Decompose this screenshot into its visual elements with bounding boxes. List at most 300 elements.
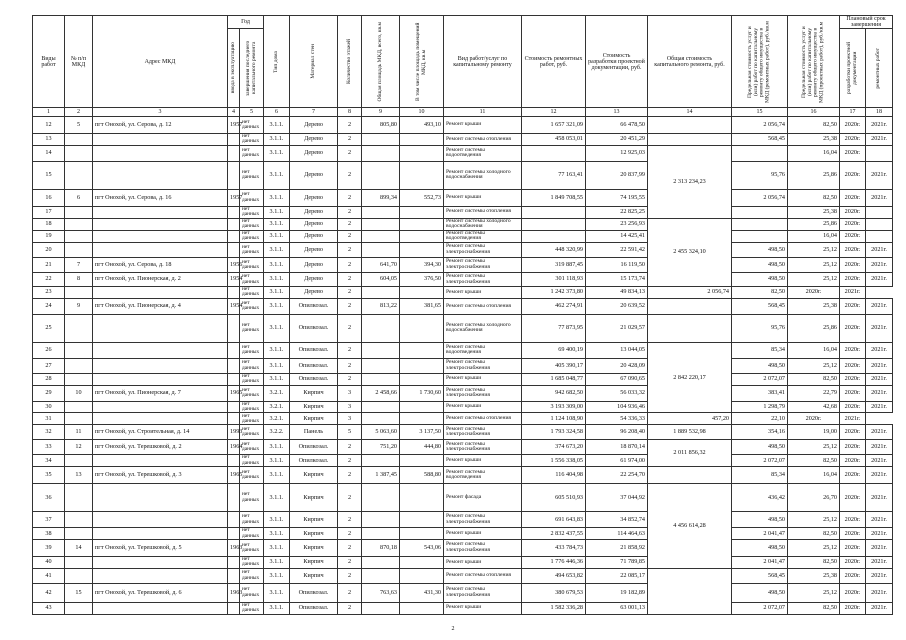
cell-mkd-number (65, 134, 93, 146)
cell-wall-material: Дерево (290, 218, 338, 230)
cell-limit-design-cost: 25,86 (788, 161, 840, 189)
cell-mkd-number (65, 206, 93, 218)
cell-work-kind: Ремонт крыши (444, 287, 522, 299)
cell-house-type: 3.1.1. (264, 287, 290, 299)
cell-repair-cost: 494 653,82 (522, 568, 586, 583)
cell-row-number: 35 (33, 467, 65, 484)
cell-row-number: 14 (33, 145, 65, 161)
cell-total-cost: 2 455 324,10 (648, 218, 732, 286)
cell-commission-year: 1965 (228, 467, 240, 484)
cell-wall-material: Кирпич (290, 540, 338, 557)
cell-row-number: 15 (33, 161, 65, 189)
cell-floors: 2 (338, 230, 362, 242)
table-row (33, 455, 893, 467)
cell-limit-design-cost: 25,12 (788, 273, 840, 287)
cell-house-type: 3.2.1. (264, 401, 290, 413)
cell-total-area (362, 413, 400, 425)
cell-row-number: 41 (33, 568, 65, 583)
cell-limit-design-cost: 82,50 (788, 189, 840, 206)
cell-limit-design-cost: 16,04 (788, 342, 840, 358)
cell-work-kind: Ремонт системы водоотведения (444, 467, 522, 484)
table-row (33, 540, 893, 557)
cell-work-kind: Ремонт системы водоотведения (444, 342, 522, 358)
cell-total-area (362, 455, 400, 467)
cell-repair-term: 2021г. (866, 602, 893, 614)
cell-mkd-number (65, 602, 93, 614)
cell-row-number: 43 (33, 602, 65, 614)
cell-total-area: 870,18 (362, 540, 400, 557)
cell-design-term: 2020г. (840, 298, 866, 314)
cell-house-type: 3.2.1. (264, 413, 290, 425)
cell-limit-repair-cost: 2 041,47 (732, 557, 788, 569)
cell-limit-repair-cost: 568,45 (732, 568, 788, 583)
cell-mkd-number (65, 287, 93, 299)
cell-mkd-number: 5 (65, 117, 93, 134)
cell-mkd-number (65, 557, 93, 569)
cell-design-term: 2020г. (840, 243, 866, 258)
header-house-type: Тип дома (264, 16, 290, 108)
cell-mkd-number: 14 (65, 540, 93, 557)
cell-floors: 2 (338, 117, 362, 134)
cell-total-area (362, 568, 400, 583)
cell-wall-material: Кирпич (290, 385, 338, 401)
cell-repair-term: 2021г. (866, 134, 893, 146)
cell-limit-design-cost: 25,12 (788, 243, 840, 258)
column-number: 10 (400, 108, 444, 117)
cell-work-kind: Ремонт крыши (444, 455, 522, 467)
cell-design-cost: 23 256,93 (586, 218, 648, 230)
cell-last-repair-year: нет данных (240, 512, 264, 528)
cell-address (93, 455, 228, 467)
column-number: 15 (732, 108, 788, 117)
cell-floors: 2 (338, 583, 362, 602)
cell-design-cost: 22 085,17 (586, 568, 648, 583)
cell-premises-area: 3 137,50 (400, 425, 444, 440)
cell-row-number: 25 (33, 314, 65, 342)
cell-repair-term: 2021г. (840, 413, 866, 425)
cell-floors: 2 (338, 243, 362, 258)
cell-wall-material: Опилкозал. (290, 342, 338, 358)
column-number: 3 (93, 108, 228, 117)
cell-commission-year: 1957 (228, 189, 240, 206)
table-row (33, 314, 893, 342)
cell-repair-term: 2021г. (866, 467, 893, 484)
cell-row-number: 19 (33, 230, 65, 242)
cell-commission-year (228, 134, 240, 146)
cell-repair-term: 2021г. (866, 314, 893, 342)
column-number: 6 (264, 108, 290, 117)
cell-repair-cost: 1 124 108,90 (522, 413, 586, 425)
cell-design-term: 2020г. (840, 425, 866, 440)
column-number: 16 (788, 108, 840, 117)
cell-premises-area: 493,10 (400, 117, 444, 134)
table-row (33, 298, 893, 314)
cell-last-repair-year: нет данных (240, 134, 264, 146)
cell-premises-area: 431,30 (400, 583, 444, 602)
cell-commission-year (228, 512, 240, 528)
cell-repair-cost: 942 682,50 (522, 385, 586, 401)
cell-total-area (362, 401, 400, 413)
cell-last-repair-year: нет данных (240, 602, 264, 614)
cell-address: пгт Онохой, ул. Серова, д. 16 (93, 189, 228, 206)
cell-wall-material: Опилкозал. (290, 298, 338, 314)
cell-mkd-number (65, 455, 93, 467)
cell-repair-term: 2021г. (866, 455, 893, 467)
cell-premises-area (400, 401, 444, 413)
cell-floors: 2 (338, 258, 362, 273)
cell-address (93, 134, 228, 146)
cell-design-cost: 21 858,92 (586, 540, 648, 557)
cell-design-cost: 96 208,40 (586, 425, 648, 440)
cell-repair-cost: 116 404,98 (522, 467, 586, 484)
cell-limit-design-cost: 16,04 (788, 467, 840, 484)
cell-repair-cost: 2 832 437,55 (522, 528, 586, 540)
cell-design-term: 2020г. (788, 287, 840, 299)
cell-design-term: 2020г. (840, 273, 866, 287)
cell-row-number: 18 (33, 218, 65, 230)
cell-limit-design-cost: 16,04 (788, 230, 840, 242)
cell-commission-year (228, 145, 240, 161)
cell-repair-term: 2021г. (866, 189, 893, 206)
cell-premises-area (400, 484, 444, 512)
cell-repair-cost: 433 784,73 (522, 540, 586, 557)
cell-house-type: 3.1.1. (264, 273, 290, 287)
cell-row-number: 20 (33, 243, 65, 258)
cell-commission-year (228, 230, 240, 242)
cell-house-type: 3.1.1. (264, 512, 290, 528)
cell-total-area: 604,05 (362, 273, 400, 287)
cell-row-number: 13 (33, 134, 65, 146)
cell-commission-year: 1963 (228, 540, 240, 557)
cell-house-type: 3.1.1. (264, 540, 290, 557)
cell-design-term: 2020г. (840, 134, 866, 146)
column-number: 9 (362, 108, 400, 117)
cell-address (93, 206, 228, 218)
cell-work-kind: Ремонт крыши (444, 401, 522, 413)
cell-limit-design-cost: 25,38 (788, 206, 840, 218)
cell-house-type: 3.2.2. (264, 425, 290, 440)
cell-address: пгт Онохой, ул. Серова, д. 18 (93, 258, 228, 273)
table-row (33, 385, 893, 401)
cell-floors: 2 (338, 557, 362, 569)
cell-row-number: 30 (33, 401, 65, 413)
cell-mkd-number: 11 (65, 425, 93, 440)
header-repair-term: ремонтных работ (866, 29, 893, 108)
cell-total-cost (648, 117, 732, 134)
cell-design-cost: 22 591,42 (586, 243, 648, 258)
cell-limit-design-cost: 82,50 (732, 287, 788, 299)
cell-commission-year (228, 401, 240, 413)
cell-limit-design-cost: 25,86 (788, 314, 840, 342)
cell-mkd-number: 6 (65, 189, 93, 206)
cell-design-cost: 37 044,92 (586, 484, 648, 512)
cell-design-cost: 54 336,33 (586, 413, 648, 425)
cell-limit-design-cost: 22,79 (788, 385, 840, 401)
cell-premises-area (400, 243, 444, 258)
cell-repair-cost: 319 887,45 (522, 258, 586, 273)
cell-premises-area (400, 206, 444, 218)
cell-commission-year (228, 602, 240, 614)
cell-mkd-number: 7 (65, 258, 93, 273)
cell-repair-cost: 458 053,01 (522, 134, 586, 146)
cell-design-cost: 20 639,52 (586, 298, 648, 314)
cell-design-term: 2020г. (840, 512, 866, 528)
cell-mkd-number (65, 314, 93, 342)
cell-premises-area: 1 730,60 (400, 385, 444, 401)
cell-design-cost: 63 001,13 (586, 602, 648, 614)
cell-house-type: 3.1.1. (264, 134, 290, 146)
cell-last-repair-year: нет данных (240, 298, 264, 314)
cell-wall-material: Кирпич (290, 557, 338, 569)
cell-design-cost: 12 925,03 (586, 145, 648, 161)
cell-premises-area: 394,30 (400, 258, 444, 273)
cell-premises-area (400, 314, 444, 342)
cell-mkd-number (65, 243, 93, 258)
cell-wall-material: Опилкозал. (290, 602, 338, 614)
cell-house-type: 3.2.1. (264, 385, 290, 401)
cell-commission-year: 1963 (228, 583, 240, 602)
cell-row-number: 39 (33, 540, 65, 557)
cell-wall-material: Дерево (290, 117, 338, 134)
cell-limit-repair-cost: 568,45 (732, 298, 788, 314)
cell-premises-area: 543,06 (400, 540, 444, 557)
table-row (33, 401, 893, 413)
cell-address (93, 358, 228, 373)
cell-limit-design-cost: 25,86 (788, 218, 840, 230)
cell-address (93, 230, 228, 242)
cell-repair-cost: 405 390,17 (522, 358, 586, 373)
cell-limit-design-cost: 25,12 (788, 440, 840, 455)
cell-commission-year (228, 218, 240, 230)
cell-wall-material: Кирпич (290, 568, 338, 583)
cell-last-repair-year: нет данных (240, 161, 264, 189)
cell-total-area (362, 218, 400, 230)
cell-commission-year (228, 413, 240, 425)
cell-design-term: 2020г. (840, 189, 866, 206)
cell-total-area: 763,63 (362, 583, 400, 602)
cell-row-number: 32 (33, 425, 65, 440)
cell-design-term: 2020г. (840, 455, 866, 467)
column-number: 12 (522, 108, 586, 117)
cell-wall-material: Кирпич (290, 413, 338, 425)
cell-commission-year: 1964 (228, 440, 240, 455)
cell-address (93, 314, 228, 342)
cell-design-cost: 20 837,99 (586, 161, 648, 189)
cell-repair-term: 2021г. (866, 528, 893, 540)
cell-limit-repair-cost: 498,50 (732, 273, 788, 287)
cell-last-repair-year: нет данных (240, 413, 264, 425)
cell-house-type: 3.1.1. (264, 528, 290, 540)
cell-commission-year (228, 243, 240, 258)
cell-house-type: 3.1.1. (264, 568, 290, 583)
header-limit-design-cost: Предельная стоимость услуг и (или) работ по капитальному ремонту общего имущества в МКД (проектных работ), руб./кв.м (788, 16, 840, 108)
table-row (33, 358, 893, 373)
cell-repair-term: 2021г. (866, 117, 893, 134)
cell-total-area (362, 230, 400, 242)
cell-limit-repair-cost: 457,20 (648, 413, 732, 425)
cell-floors: 2 (338, 161, 362, 189)
header-design-term: разработки проектной документации (840, 29, 866, 108)
cell-last-repair-year: нет данных (240, 117, 264, 134)
cell-total-cost (648, 314, 732, 342)
cell-commission-year (228, 484, 240, 512)
cell-floors: 2 (338, 314, 362, 342)
cell-design-cost: 71 789,85 (586, 557, 648, 569)
cell-total-area (362, 342, 400, 358)
cell-total-area: 2 458,66 (362, 385, 400, 401)
cell-total-cost (648, 134, 732, 146)
cell-total-area (362, 358, 400, 373)
cell-work-kind: Ремонт крыши (444, 189, 522, 206)
cell-wall-material: Дерево (290, 134, 338, 146)
cell-last-repair-year: нет данных (240, 358, 264, 373)
cell-last-repair-year: нет данных (240, 342, 264, 358)
cell-total-area (362, 373, 400, 385)
header-row-top (33, 16, 893, 29)
cell-total-area (362, 243, 400, 258)
table-row (33, 145, 893, 161)
register-sheet (32, 15, 887, 620)
cell-limit-repair-cost: 2 072,07 (732, 455, 788, 467)
cell-premises-area (400, 358, 444, 373)
page-number: 2 (451, 626, 455, 632)
cell-repair-term (866, 206, 893, 218)
cell-repair-cost: 374 673,20 (522, 440, 586, 455)
cell-work-kind: Ремонт системы электроснабжения (444, 358, 522, 373)
cell-row-number: 31 (33, 413, 65, 425)
table-row (33, 218, 893, 230)
cell-address (93, 413, 228, 425)
cell-premises-area: 376,50 (400, 273, 444, 287)
cell-work-kind: Ремонт крыши (444, 602, 522, 614)
cell-mkd-number: 8 (65, 273, 93, 287)
column-number: 2 (65, 108, 93, 117)
cell-wall-material: Опилкозал. (290, 455, 338, 467)
cell-commission-year (228, 342, 240, 358)
cell-last-repair-year: нет данных (240, 455, 264, 467)
cell-address (93, 218, 228, 230)
cell-last-repair-year: нет данных (240, 243, 264, 258)
cell-repair-term: 2021г. (866, 273, 893, 287)
cell-address (93, 557, 228, 569)
cell-repair-term: 2021г. (866, 298, 893, 314)
cell-design-cost: 15 173,74 (586, 273, 648, 287)
cell-row-number: 40 (33, 557, 65, 569)
cell-address (93, 373, 228, 385)
cell-total-area (362, 161, 400, 189)
cell-mkd-number: 12 (65, 440, 93, 455)
cell-total-cost (648, 298, 732, 314)
cell-commission-year (228, 287, 240, 299)
cell-total-area (362, 287, 400, 299)
cell-design-cost: 114 464,63 (586, 528, 648, 540)
cell-wall-material: Дерево (290, 161, 338, 189)
header-total-area: Общая площадь МКД, всего, кв.м (362, 16, 400, 108)
cell-work-kind: Ремонт системы электроснабжения (444, 385, 522, 401)
cell-design-term: 2020г. (840, 314, 866, 342)
cell-address (93, 287, 228, 299)
cell-design-cost: 21 029,57 (586, 314, 648, 342)
cell-limit-repair-cost: 498,50 (732, 540, 788, 557)
cell-repair-cost (522, 230, 586, 242)
cell-limit-repair-cost: 436,42 (732, 484, 788, 512)
table-row (33, 273, 893, 287)
cell-floors: 2 (338, 528, 362, 540)
cell-total-area (362, 134, 400, 146)
table-row (33, 373, 893, 385)
cell-limit-design-cost: 25,12 (788, 540, 840, 557)
cell-house-type: 3.1.1. (264, 218, 290, 230)
table-row (33, 557, 893, 569)
column-number: 11 (444, 108, 522, 117)
header-commission-year: ввода в эксплуатацию (228, 29, 240, 108)
cell-limit-design-cost: 82,50 (788, 528, 840, 540)
cell-last-repair-year: нет данных (240, 145, 264, 161)
cell-house-type: 3.1.1. (264, 230, 290, 242)
cell-limit-repair-cost (732, 206, 788, 218)
cell-last-repair-year: нет данных (240, 218, 264, 230)
cell-work-kind: Ремонт системы отопления (444, 298, 522, 314)
cell-house-type: 3.1.1. (264, 484, 290, 512)
cell-design-cost: 13 044,05 (586, 342, 648, 358)
cell-limit-repair-cost: 1 298,79 (732, 401, 788, 413)
cell-address: пгт Онохой, ул. Терешковой, д. 5 (93, 540, 228, 557)
cell-house-type: 3.1.1. (264, 373, 290, 385)
cell-design-cost: 56 033,32 (586, 385, 648, 401)
cell-mkd-number: 15 (65, 583, 93, 602)
cell-row-number: 28 (33, 373, 65, 385)
cell-wall-material: Кирпич (290, 512, 338, 528)
cell-limit-design-cost: 25,12 (788, 258, 840, 273)
cell-limit-repair-cost (732, 218, 788, 230)
cell-row-number: 12 (33, 117, 65, 134)
cell-repair-term: 2021г. (866, 440, 893, 455)
cell-design-term: 2020г. (840, 342, 866, 358)
cell-address (93, 528, 228, 540)
cell-limit-design-cost: 82,50 (788, 602, 840, 614)
cell-address: пгт Онохой, ул. Пионерская, д. 7 (93, 385, 228, 401)
cell-mkd-number: 13 (65, 467, 93, 484)
cell-wall-material: Кирпич (290, 528, 338, 540)
header-work-types: Виды работ (33, 16, 65, 108)
cell-limit-repair-cost (732, 145, 788, 161)
cell-repair-term: 2021г. (840, 287, 866, 299)
header-year-group: Год (228, 16, 264, 29)
cell-total-cost (648, 568, 732, 614)
column-number: 13 (586, 108, 648, 117)
cell-row-number: 37 (33, 512, 65, 528)
cell-work-kind: Ремонт системы электроснабжения (444, 258, 522, 273)
cell-row-number: 17 (33, 206, 65, 218)
cell-design-cost: 20 428,09 (586, 358, 648, 373)
cell-house-type: 3.1.1. (264, 145, 290, 161)
cell-work-kind: Ремонт системы холодного водоснабжения (444, 314, 522, 342)
cell-design-cost: 49 834,13 (586, 287, 648, 299)
cell-repair-cost: 3 193 309,00 (522, 401, 586, 413)
cell-floors: 2 (338, 602, 362, 614)
cell-repair-cost: 1 556 338,05 (522, 455, 586, 467)
cell-mkd-number (65, 413, 93, 425)
cell-commission-year (228, 314, 240, 342)
cell-mkd-number (65, 568, 93, 583)
cell-repair-term: 2021г. (866, 342, 893, 358)
cell-design-term: 2020г. (840, 401, 866, 413)
cell-mkd-number (65, 145, 93, 161)
cell-last-repair-year: нет данных (240, 557, 264, 569)
cell-commission-year (228, 161, 240, 189)
cell-design-cost: 18 870,14 (586, 440, 648, 455)
cell-commission-year (228, 528, 240, 540)
